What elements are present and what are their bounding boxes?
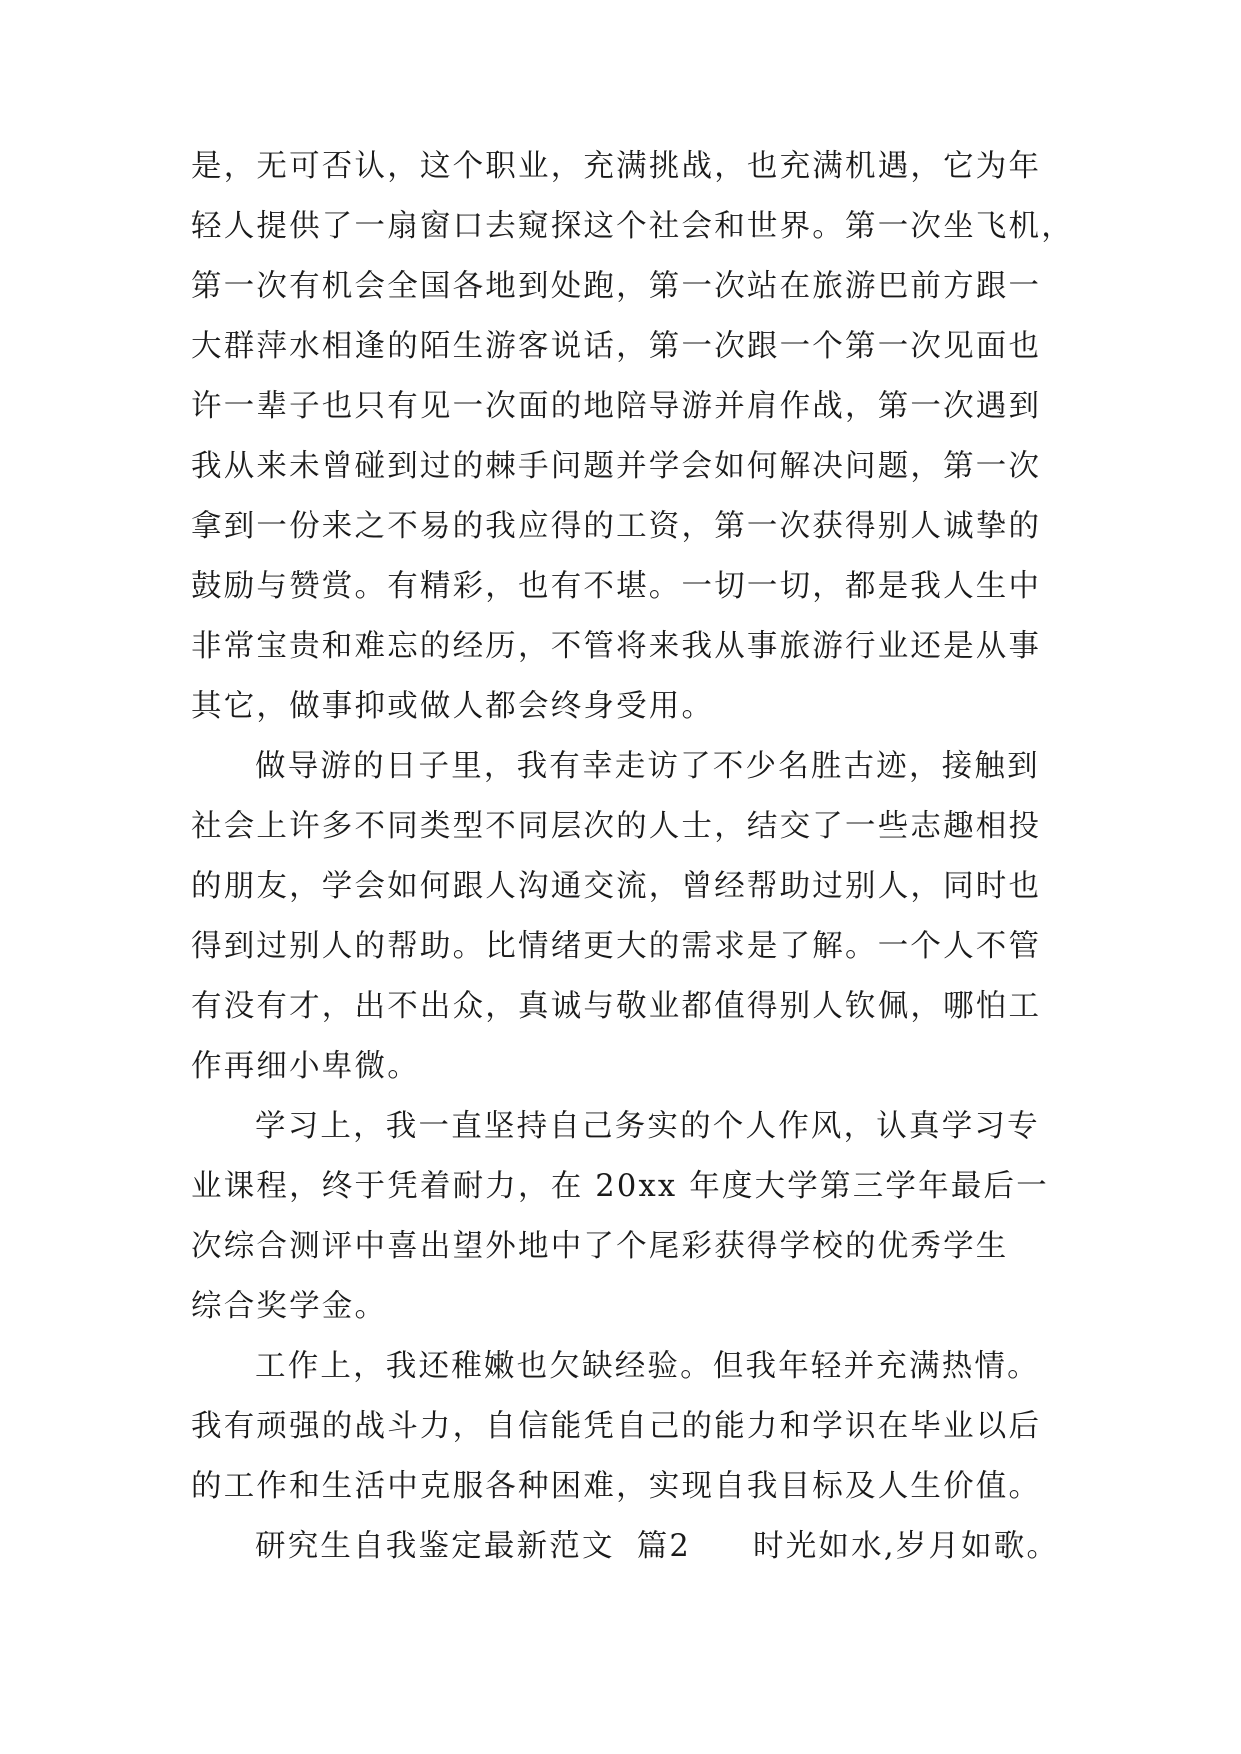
text-line: 轻人提供了一扇窗口去窥探这个社会和世界。第一次坐飞机， [191, 209, 1074, 244]
text-line: 大群萍水相逢的陌生游客说话，第一次跟一个第一次见面也 [191, 329, 1042, 364]
text-line: 做导游的日子里，我有幸走访了不少名胜古迹，接触到 [255, 749, 1040, 784]
section-heading-line [255, 1517, 1135, 1577]
text-line: 非常宝贵和难忘的经历，不管将来我从事旅游行业还是从事 [191, 629, 1042, 664]
text-line: 的朋友，学会如何跟人沟通交流，曾经帮助过别人，同时也 [191, 869, 1042, 904]
section-subtitle: 时光如水,岁月如歌。 [753, 1529, 1060, 1564]
text-line: 学习上，我一直坚持自己务实的个人作风，认真学习专 [255, 1109, 1040, 1144]
text-line: 的工作和生活中克服各种困难，实现自我目标及人生价值。 [191, 1469, 1042, 1504]
text-line: 我有顽强的战斗力，自信能凭自己的能力和学识在毕业以后 [191, 1409, 1042, 1444]
text-line: 社会上许多不同类型不同层次的人士，结交了一些志趣相投 [191, 809, 1042, 844]
text-line: 拿到一份来之不易的我应得的工资，第一次获得别人诚挚的 [191, 509, 1042, 544]
text-line: 我从来未曾碰到过的棘手问题并学会如何解决问题，第一次 [191, 449, 1042, 484]
text-line: 有没有才，出不出众，真诚与敬业都值得别人钦佩，哪怕工 [191, 989, 1042, 1024]
text-line: 工作上，我还稚嫩也欠缺经验。但我年轻并充满热情。 [255, 1349, 1040, 1384]
text-line: 是，无可否认，这个职业，充满挑战，也充满机遇，它为年 [191, 149, 1042, 184]
text-line: 得到过别人的帮助。比情绪更大的需求是了解。一个人不管 [191, 929, 1042, 964]
text-line: 综合奖学金。 [191, 1289, 388, 1324]
section-number: 篇2 [636, 1529, 692, 1564]
text-line: 许一辈子也只有见一次面的地陪导游并肩作战，第一次遇到 [191, 389, 1042, 424]
text-line: 第一次有机会全国各地到处跑，第一次站在旅游巴前方跟一 [191, 269, 1042, 304]
text-line: 业课程，终于凭着耐力，在 20xx 年度大学第三学年最后一 [191, 1169, 1049, 1204]
text-line: 其它，做事抑或做人都会终身受用。 [191, 689, 715, 724]
text-line: 鼓励与赞赏。有精彩，也有不堪。一切一切，都是我人生中 [191, 569, 1042, 604]
document-title: 研究生自我鉴定最新范文 [255, 1529, 615, 1564]
text-line: 次综合测评中喜出望外地中了个尾彩获得学校的优秀学生 [191, 1229, 1009, 1264]
text-line: 作再细小卑微。 [191, 1049, 420, 1084]
